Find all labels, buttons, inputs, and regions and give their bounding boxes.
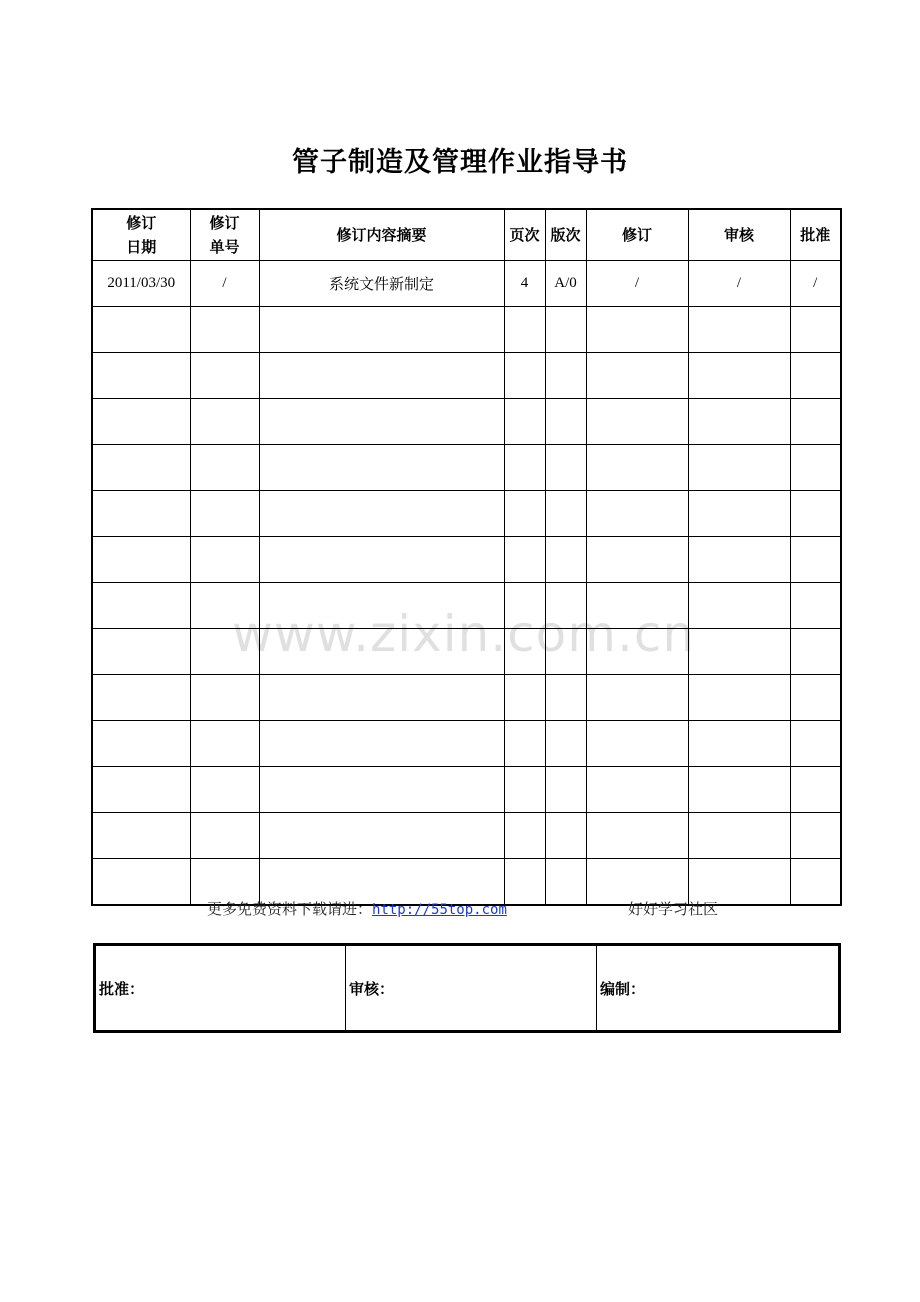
- approve-field[interactable]: 批准：: [95, 945, 346, 1032]
- footer-download-line: [0, 898, 920, 920]
- footer-prefix-text: 更多免费资料下载请进：: [207, 900, 373, 918]
- cell-summary: 系统文件新制定: [259, 261, 504, 307]
- cell-approved-by: /: [790, 261, 841, 307]
- signoff-table: [93, 943, 841, 1033]
- cell-order-no: /: [190, 261, 259, 307]
- empty-table-row: [92, 353, 841, 399]
- cell-reviewed-by: /: [688, 261, 790, 307]
- review-field[interactable]: 审核：: [346, 945, 597, 1032]
- footer-download-link[interactable]: http://55top.com: [372, 902, 507, 918]
- empty-table-row: [92, 307, 841, 353]
- footer-community-name: 好好学习社区: [628, 900, 719, 918]
- cell-pages: 4: [504, 261, 545, 307]
- signoff-row: [95, 945, 840, 1032]
- header-revised-by: 修订: [586, 209, 688, 261]
- empty-table-row: [92, 583, 841, 629]
- document-title: 管子制造及管理作业指导书: [292, 147, 628, 178]
- revision-history-table: [91, 208, 842, 906]
- header-revision-order-no: 修订 单号: [190, 209, 259, 261]
- empty-table-row: [92, 399, 841, 445]
- header-reviewed-by: 审核: [688, 209, 790, 261]
- header-approved-by: 批准: [790, 209, 841, 261]
- empty-table-row: [92, 629, 841, 675]
- header-version: 版次: [545, 209, 586, 261]
- header-pages: 页次: [504, 209, 545, 261]
- cell-date: 2011/03/30: [92, 261, 190, 307]
- cell-version: A/0: [545, 261, 586, 307]
- table-row: [92, 261, 841, 307]
- empty-table-row: [92, 491, 841, 537]
- prepare-field[interactable]: 编制：: [597, 945, 840, 1032]
- empty-table-row: [92, 445, 841, 491]
- empty-table-row: [92, 537, 841, 583]
- watermark-text: www.zixin.com.cn: [232, 605, 696, 663]
- cell-revised-by: /: [586, 261, 688, 307]
- empty-table-row: [92, 675, 841, 721]
- empty-table-row: [92, 721, 841, 767]
- empty-table-row: [92, 767, 841, 813]
- table-header-row: [92, 209, 841, 261]
- empty-table-row: [92, 813, 841, 859]
- header-revision-summary: 修订内容摘要: [259, 209, 504, 261]
- footer-download-prompt: [207, 898, 507, 919]
- header-revision-date: 修订 日期: [92, 209, 190, 261]
